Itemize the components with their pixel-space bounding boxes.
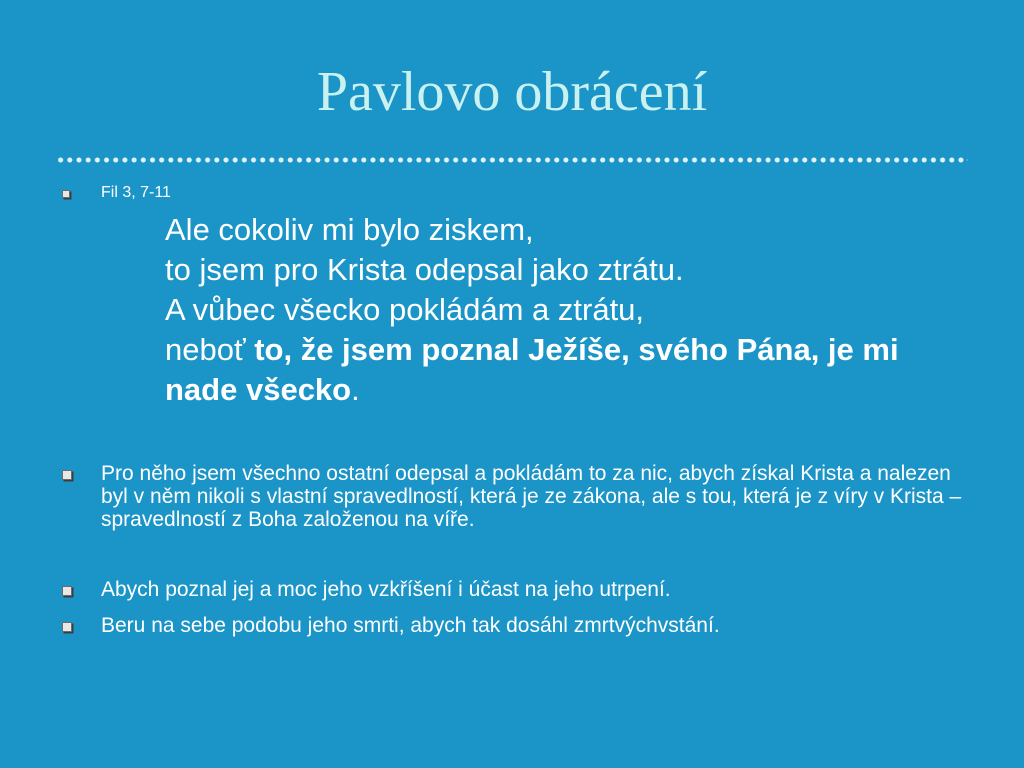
verse-line-4-suffix: . [351,372,360,407]
slide-title: Pavlovo obrácení [316,61,708,123]
bullet-point-3: Beru na sebe podobu jeho smrti, abych tak dosáhl zmrtvýchvstání. [101,614,720,637]
square-bullet-icon [62,470,72,480]
square-bullet-icon [62,190,70,198]
bullet-point-2: Abych poznal jej a moc jeho vzkříšení i účast na jeho utrpení. [101,578,671,601]
scripture-reference: Fil 3, 7-11 [101,184,171,201]
verse-quote [165,210,925,410]
verse-line-4 [165,330,925,410]
dotted-divider [56,155,968,165]
bullet-point-1: Pro něho jsem všechno ostatní odepsal a pokládám to za nic, abych získal Krista a nalezen byl v něm nikoli s vlastní spravedlností, která je ze zákona, ale s tou, která je z víry v Krista – spravedlností z Boha založenou na víře. [101,462,962,531]
verse-line-3: A vůbec všecko pokládám a ztrátu, [165,292,645,327]
verse-line-2: to jsem pro Krista odepsal jako ztrátu. [165,252,684,287]
square-bullet-icon [62,622,72,632]
square-bullet-icon [62,586,72,596]
verse-emphasis: to, že jsem poznal Ježíše, svého Pána, je mi nade všecko [165,332,899,407]
verse-line-1: Ale cokoliv mi bylo ziskem, [165,212,534,247]
verse-line-4-prefix: neboť [165,332,255,367]
